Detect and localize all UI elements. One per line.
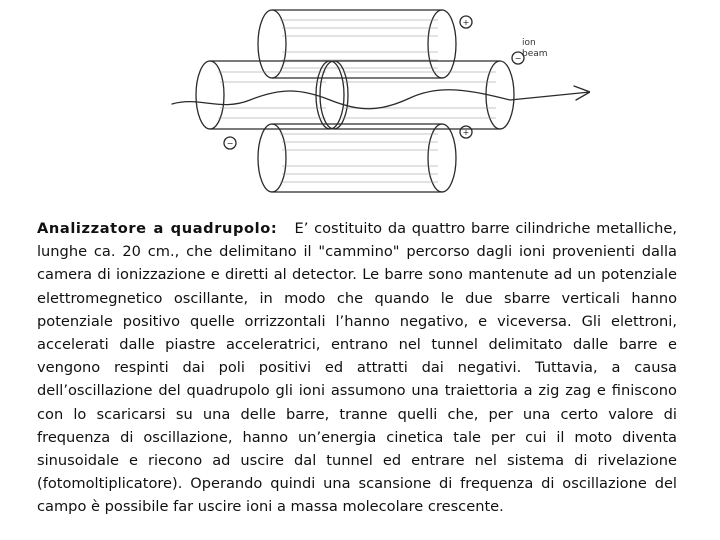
quadrupole-drawing <box>170 0 590 212</box>
description-paragraph <box>37 217 677 519</box>
plus-marker-top <box>460 16 472 28</box>
svg-text:−: − <box>514 54 522 63</box>
paragraph-body: E’ costituito da quattro barre cilindriche metalliche, lunghe ca. 20 cm., che delimitano il "cammino" percorso dagli ioni provenienti dalla camera di ionizzazione e diretti al detector. Le barre sono mantenute ad un potenziale elettromegnetico oscillante, in modo che quando le due sbarre verticali hanno potenziale positivo quelle orrizzontali l’hanno negativo, e viceversa. Gli elettroni, accelerati dalle piastre acceleratrici, entrano nel tunnel delimitato dalle barre e vengono respinti dai poli positivi ed attratti dai negativi. Tuttavia, a causa dell’oscillazione del quadrupolo gli ioni assumono una traiettoria a zig zag e finiscono con lo scaricarsi su una delle barre, tranne quelli che, per una certo valore di frequenza di oscillazione, hanno un’energia cinetica tale per cui il moto diventa sinusoidale e riecono ad uscire dal tunnel ed entrare nel sistema di rivelazione (fotomoltiplicatore). Operando quindi una scansione di frequenza di oscillazione del campo è possibile far uscire ioni a massa molecolare crescente. <box>37 220 677 516</box>
ion-beam-path <box>172 90 590 109</box>
left-rod <box>196 61 344 129</box>
plus-marker-bottom <box>460 126 472 138</box>
top-rod <box>258 10 456 78</box>
minus-marker-left <box>224 137 236 149</box>
svg-text:+: + <box>462 18 470 27</box>
quadrupole-figure <box>170 0 590 212</box>
ion-beam-label-line1: ion <box>522 38 536 48</box>
paragraph-lead: Analizzatore a quadrupolo: <box>37 220 278 237</box>
bottom-rod <box>258 124 456 192</box>
svg-text:−: − <box>226 139 234 148</box>
svg-text:+: + <box>462 128 470 137</box>
ion-beam-label-line2: beam <box>522 49 548 59</box>
